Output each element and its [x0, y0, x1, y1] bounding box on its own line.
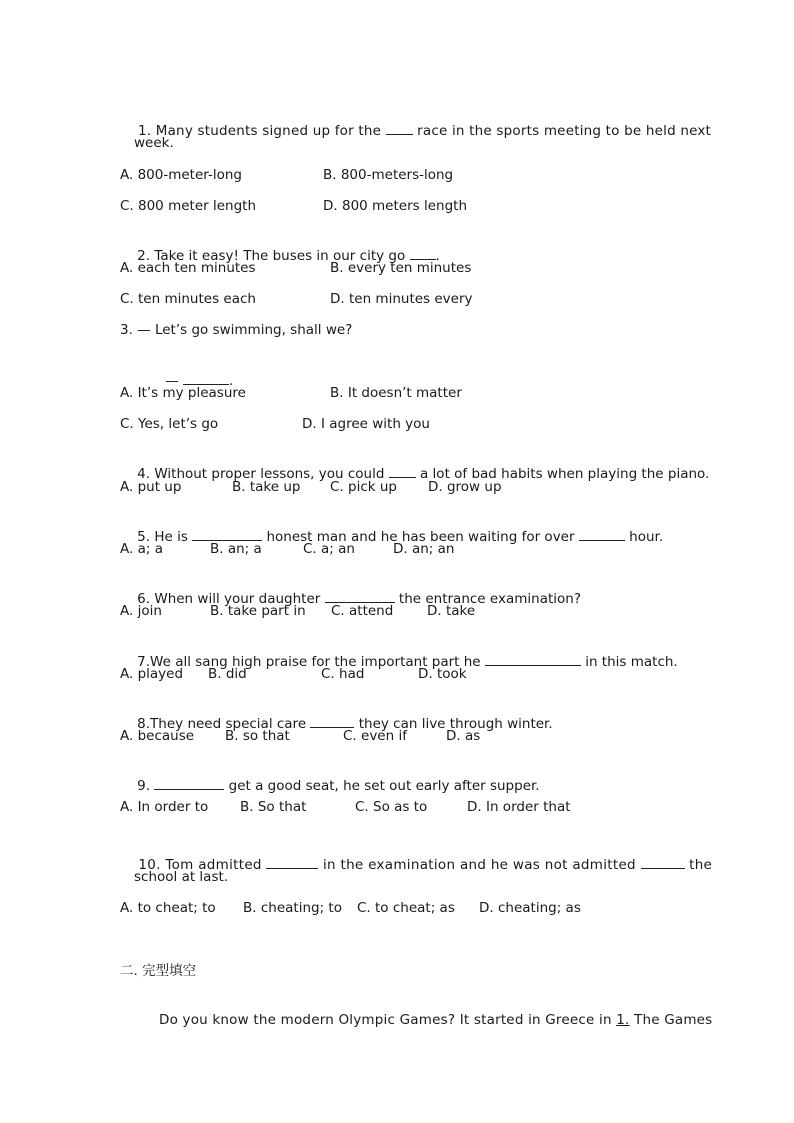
question-5-option-c: C. a; an — [303, 541, 355, 557]
question-7-stem: 7.We all sang high praise for the important part he in this match. — [137, 654, 678, 670]
question-9-option-a: A. In order to — [120, 799, 209, 815]
question-6-option-b: B. take part in — [210, 603, 306, 619]
question-7-option-a: A. played — [120, 666, 184, 682]
question-9-option-b: B. So that — [240, 799, 307, 815]
question-6-option-c: C. attend — [331, 603, 394, 619]
question-5-stem: 5. He is honest man and he has been waiting for over hour. — [137, 529, 664, 545]
answer-blank — [266, 855, 318, 869]
question-2-option-b: B. every ten minutes — [330, 260, 472, 276]
question-1-option-d: D. 800 meters length — [323, 198, 467, 214]
question-7-option-b: B. did — [208, 666, 247, 682]
question-10-option-b: B. cheating; to — [243, 900, 342, 916]
question-3-option-b: B. It doesn’t matter — [330, 385, 462, 401]
question-4-option-a: A. put up — [120, 479, 182, 495]
question-3-option-c: C. Yes, let’s go — [120, 416, 219, 432]
question-3-option-d: D. I agree with you — [302, 416, 430, 432]
answer-blank — [410, 246, 436, 260]
question-1-stem-continued: week. — [134, 135, 174, 151]
question-2-option-c: C. ten minutes each — [120, 291, 256, 307]
question-6-stem: 6. When will your daughter the entrance examination? — [137, 591, 581, 607]
question-1-option-c: C. 800 meter length — [120, 198, 256, 214]
answer-blank — [485, 652, 581, 666]
question-2-option-d: D. ten minutes every — [330, 291, 473, 307]
question-9-stem: 9. get a good seat, he set out early after supper. — [137, 778, 540, 794]
answer-blank — [192, 527, 262, 541]
question-8-stem: 8.They need special care they can live through winter. — [137, 716, 553, 732]
question-7-option-d: D. took — [418, 666, 467, 682]
question-3-option-a: A. It’s my pleasure — [120, 385, 246, 401]
question-4-option-c: C. pick up — [330, 479, 397, 495]
section-2-paragraph: Do you know the modern Olympic Games? It started in Greece in 1. The Games — [158, 1012, 713, 1028]
question-9-option-d: D. In order that — [467, 799, 571, 815]
section-2-heading: 二. 完型填空 — [120, 963, 197, 979]
question-3-reply: — . — [165, 373, 234, 389]
question-2-option-a: A. each ten minutes — [120, 260, 256, 276]
question-5-option-d: D. an; an — [393, 541, 455, 557]
question-10-option-d: D. cheating; as — [479, 900, 581, 916]
question-8-option-d: D. as — [446, 728, 481, 744]
question-8-option-a: A. because — [120, 728, 195, 744]
answer-blank — [641, 855, 685, 869]
answer-blank — [386, 121, 413, 135]
question-1-stem: 1. Many students signed up for the race in the sports meeting to be held next — [137, 123, 712, 139]
question-10-option-c: C. to cheat; as — [357, 900, 455, 916]
question-1-option-a: A. 800-meter-long — [120, 167, 242, 183]
question-6-option-d: D. take — [427, 603, 476, 619]
question-4-option-b: B. take up — [232, 479, 301, 495]
question-8-option-b: B. so that — [225, 728, 290, 744]
question-8-option-c: C. even if — [343, 728, 407, 744]
question-2-stem: 2. Take it easy! The buses in our city go . — [137, 248, 440, 264]
question-10-option-a: A. to cheat; to — [120, 900, 216, 916]
question-4-option-d: D. grow up — [428, 479, 502, 495]
question-9-option-c: C. So as to — [355, 799, 428, 815]
answer-blank — [154, 776, 224, 790]
question-5-option-b: B. an; a — [210, 541, 262, 557]
question-10-stem-continued: school at last. — [134, 869, 229, 885]
answer-blank — [389, 464, 416, 478]
question-10-stem: 10. Tom admitted in the examination and he was not admitted the — [138, 857, 713, 873]
answer-blank — [325, 589, 395, 603]
answer-blank — [183, 371, 229, 385]
question-7-option-c: C. had — [321, 666, 365, 682]
question-4-stem: 4. Without proper lessons, you could a lot of bad habits when playing the piano. — [137, 466, 710, 482]
cloze-blank-number: 1. — [616, 1012, 630, 1028]
answer-blank — [579, 527, 625, 541]
question-6-option-a: A. join — [120, 603, 162, 619]
question-5-option-a: A. a; a — [120, 541, 163, 557]
question-3-stem: 3. — Let’s go swimming, shall we? — [120, 322, 353, 338]
answer-blank — [310, 714, 354, 728]
question-1-option-b: B. 800-meters-long — [323, 167, 454, 183]
